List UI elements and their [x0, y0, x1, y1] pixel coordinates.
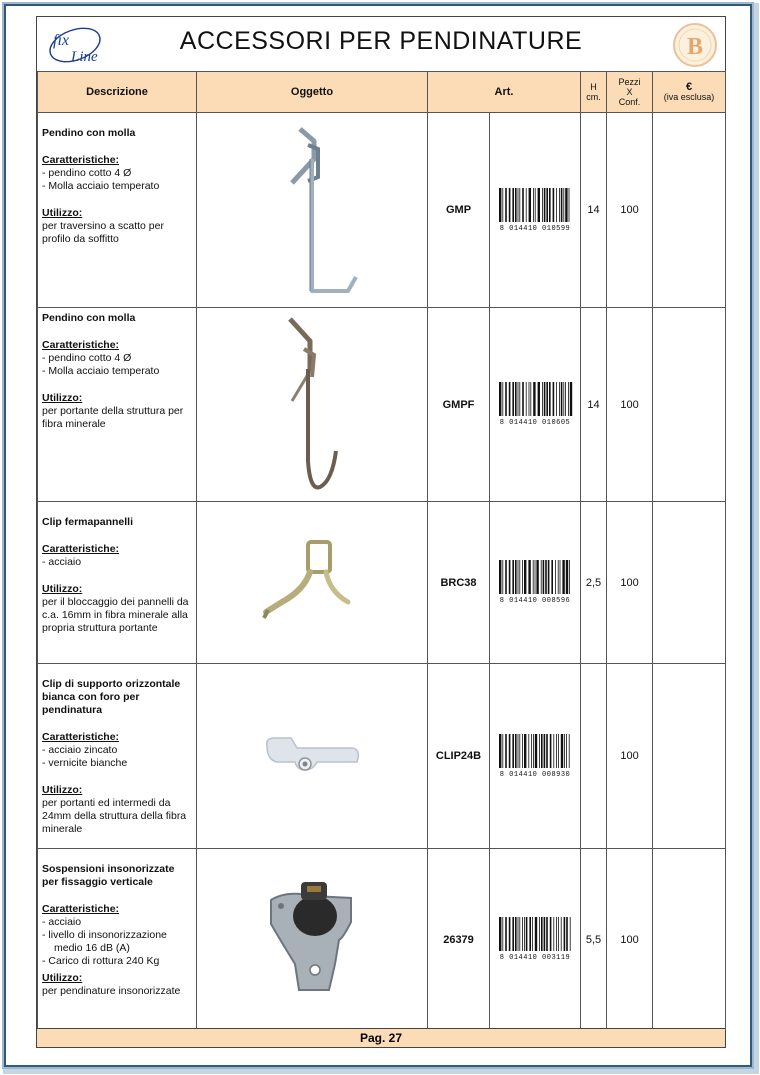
- barcode-bar: [561, 382, 563, 416]
- col-price-line1: €: [685, 81, 693, 93]
- product-image-cell: [197, 308, 428, 502]
- barcode-bar: [561, 734, 563, 768]
- barcode-bar: [518, 917, 519, 951]
- barcode-bar: [549, 382, 551, 416]
- feature-line: - acciaio zincato: [42, 744, 118, 756]
- col-pezzi-line3: Conf.: [618, 97, 641, 107]
- barcode-bar: [541, 917, 543, 951]
- price-value: [653, 664, 726, 849]
- barcode-bar: [565, 188, 567, 222]
- barcode-bar: [556, 917, 557, 951]
- barcode-bar: [528, 560, 530, 594]
- barcode-bar: [556, 734, 557, 768]
- barcode-bar: [558, 734, 559, 768]
- utilizzo-label: Utilizzo:: [42, 207, 83, 219]
- barcode-bar: [556, 188, 557, 222]
- barcode-bar: [564, 734, 565, 768]
- barcode-bar: [518, 560, 519, 594]
- barcode-bar: [502, 382, 503, 416]
- height-value: 5,5: [581, 849, 607, 1031]
- barcode-bar: [568, 382, 569, 416]
- article-code: GMPF: [428, 308, 490, 502]
- barcode-bar: [499, 188, 501, 222]
- price-value: [653, 308, 726, 502]
- table-row: [38, 308, 726, 502]
- barcode-bar: [551, 560, 553, 594]
- table-header-row: [38, 72, 726, 113]
- barcode-bar: [570, 382, 572, 416]
- barcode-bar: [522, 560, 523, 594]
- feature-line: - acciaio: [42, 916, 82, 928]
- barcode-bar: [502, 560, 503, 594]
- utilizzo-text: per il bloccaggio dei pannelli da c.a. 16mm in fibra minerale alla propria struttura portante: [42, 596, 189, 634]
- barcode-bar: [559, 382, 560, 416]
- barcode-bar: [522, 917, 523, 951]
- hook-spring-icon: [252, 311, 372, 495]
- caratteristiche-label: Caratteristiche:: [42, 903, 120, 915]
- barcode-cell: [490, 664, 581, 849]
- utilizzo-text: per pendinature insonorizzate: [42, 985, 181, 997]
- barcode-bar: [558, 560, 559, 594]
- barcode-number: 8 014410 010599: [499, 224, 571, 233]
- logo-text-bottom: Line: [71, 49, 98, 65]
- col-h-line2: cm.: [586, 92, 601, 102]
- pieces-value: 100: [607, 113, 653, 308]
- col-price: [653, 72, 726, 113]
- product-title: Pendino con molla: [42, 127, 136, 139]
- utilizzo-label: Utilizzo:: [42, 784, 83, 796]
- barcode-bar: [532, 917, 533, 951]
- barcode-bar: [502, 917, 503, 951]
- barcode-bar: [535, 560, 536, 594]
- product-title: Sospensioni insonorizzate per fissaggio verticale: [42, 863, 175, 888]
- barcode-bar: [556, 382, 557, 416]
- barcode-bar: [565, 382, 566, 416]
- utilizzo-label: Utilizzo:: [42, 583, 83, 595]
- pieces-value: 100: [607, 308, 653, 502]
- product-title: Pendino con molla: [42, 312, 136, 324]
- col-oggetto: Oggetto: [197, 72, 428, 113]
- barcode-bar: [505, 188, 507, 222]
- barcode-bar: [522, 188, 524, 222]
- utilizzo-label: Utilizzo:: [42, 972, 83, 984]
- barcode-bar: [553, 188, 555, 222]
- table-row: [38, 113, 726, 308]
- barcode-bar: [566, 560, 568, 594]
- pieces-value: 100: [607, 664, 653, 849]
- barcode-bar: [518, 188, 519, 222]
- barcode-bar: [533, 560, 534, 594]
- barcode-bar: [542, 382, 543, 416]
- barcode-bar: [515, 734, 517, 768]
- barcode-bar: [519, 734, 520, 768]
- page-title: ACCESSORI PER PENDINATURE: [179, 27, 583, 55]
- barcode-bar: [559, 188, 560, 222]
- barcode-bar: [524, 917, 525, 951]
- barcode-bar: [512, 917, 514, 951]
- barcode-bar: [518, 382, 519, 416]
- barcode-bar: [563, 382, 564, 416]
- pieces-value: 100: [607, 502, 653, 664]
- barcode-bar: [538, 188, 540, 222]
- white-clip-icon: [257, 730, 367, 780]
- barcode-number: 8 014410 003119: [499, 954, 571, 962]
- badge-letter: B: [686, 34, 704, 60]
- barcode-bar: [535, 917, 537, 951]
- barcode-bar: [499, 382, 501, 416]
- feature-line: - pendino cotto 4 Ø: [42, 352, 132, 364]
- barcode-cell: [490, 502, 581, 664]
- barcode-bar: [533, 734, 534, 768]
- hanger-spring-icon: [252, 119, 372, 299]
- barcode-bar: [539, 917, 540, 951]
- product-title: Clip di supporto orizzontale bianca con foro per pendinatura: [42, 678, 181, 716]
- barcode-bar: [555, 560, 556, 594]
- catalog-sheet: [36, 16, 726, 1048]
- caratteristiche-label: Caratteristiche:: [42, 339, 120, 351]
- logo-text-top: fix: [53, 32, 69, 49]
- barcode-bar: [526, 382, 527, 416]
- row-description: [38, 308, 197, 502]
- barcode-bar: [509, 188, 511, 222]
- barcode-bar: [538, 382, 540, 416]
- barcode-bar: [519, 188, 520, 222]
- article-code: GMP: [428, 113, 490, 308]
- barcode-bar: [569, 734, 570, 768]
- barcode-bar: [558, 917, 559, 951]
- barcode-icon: [497, 917, 573, 951]
- barcode-bar: [512, 560, 514, 594]
- product-image-cell: [197, 113, 428, 308]
- feature-line: - Molla acciaio temperato: [42, 365, 160, 377]
- product-image-cell: [197, 664, 428, 849]
- price-value: [653, 849, 726, 1031]
- col-pezzi-line1: Pezzi: [618, 77, 641, 87]
- barcode-bar: [502, 734, 503, 768]
- barcode-bar: [522, 734, 523, 768]
- barcode-bar: [526, 188, 527, 222]
- col-art: Art.: [428, 72, 581, 113]
- product-image-cell: [197, 502, 428, 664]
- barcode-bar: [524, 560, 526, 594]
- barcode-bar: [515, 917, 517, 951]
- barcode-bar: [546, 382, 548, 416]
- row-description: [38, 113, 197, 308]
- utilizzo-text: per traversino a scatto per profilo da soffitto: [42, 220, 164, 245]
- barcode-number: 8 014410 008930: [499, 770, 571, 779]
- barcode-bar: [566, 917, 568, 951]
- barcode-bar: [553, 382, 555, 416]
- pieces-value: 100: [607, 849, 653, 1031]
- barcode-bar: [561, 917, 562, 951]
- barcode-bar: [529, 917, 531, 951]
- barcode-bar: [533, 188, 534, 222]
- table-row: [38, 664, 726, 849]
- barcode-bar: [546, 917, 548, 951]
- barcode-bar: [505, 734, 507, 768]
- barcode-bar: [528, 734, 529, 768]
- barcode-bar: [512, 382, 514, 416]
- page-header: [37, 17, 725, 72]
- barcode-bar: [515, 560, 517, 594]
- row-description: [38, 664, 197, 849]
- barcode-bar: [546, 734, 548, 768]
- barcode-bar: [569, 188, 570, 222]
- acoustic-hanger-icon: [257, 878, 367, 998]
- barcode-icon: [497, 382, 573, 416]
- barcode-bar: [542, 188, 543, 222]
- barcode-bar: [544, 734, 546, 768]
- barcode-bar: [550, 734, 552, 768]
- col-h-line1: H: [590, 82, 597, 92]
- barcode-bar: [563, 188, 564, 222]
- barcode-bar: [553, 917, 554, 951]
- barcode-bar: [546, 188, 548, 222]
- barcode-bar: [522, 382, 524, 416]
- brand-badge-icon: [671, 21, 719, 69]
- barcode-number: 8 014410 010605: [499, 419, 571, 427]
- barcode-bar: [544, 917, 546, 951]
- barcode-number: 8 014410 008596: [499, 597, 571, 605]
- barcode-icon: [497, 188, 573, 222]
- feature-line: medio 16 dB (A): [54, 942, 130, 954]
- barcode-bar: [509, 734, 511, 768]
- barcode-bar: [562, 560, 564, 594]
- utilizzo-text: per portante della struttura per fibra minerale: [42, 405, 184, 430]
- row-description: [38, 849, 197, 1031]
- page-footer: Pag. 27: [37, 1028, 725, 1047]
- barcode-bar: [505, 917, 507, 951]
- height-value: 14: [581, 113, 607, 308]
- height-value: [581, 664, 607, 849]
- barcode-bar: [526, 917, 528, 951]
- barcode-icon: [497, 734, 573, 768]
- barcode-bar: [515, 188, 517, 222]
- caratteristiche-label: Caratteristiche:: [42, 543, 120, 555]
- barcode-bar: [541, 560, 542, 594]
- utilizzo-text: per portanti ed intermedi da 24mm della struttura della fibra minerale: [42, 797, 187, 835]
- col-pezzi-line2: X: [626, 87, 633, 97]
- barcode-bar: [545, 560, 547, 594]
- price-value: [653, 502, 726, 664]
- barcode-bar: [544, 382, 546, 416]
- barcode-bar: [512, 734, 514, 768]
- feature-line: - livello di insonorizzazione: [42, 929, 167, 941]
- col-descrizione: Descrizione: [38, 72, 197, 113]
- barcode-icon: [497, 560, 573, 594]
- col-pezzi: [607, 72, 653, 113]
- barcode-bar: [505, 382, 507, 416]
- barcode-bar: [502, 188, 503, 222]
- barcode-bar: [539, 734, 540, 768]
- barcode-bar: [524, 734, 526, 768]
- barcode-bar: [535, 188, 536, 222]
- barcode-bar: [529, 382, 530, 416]
- table-row: [38, 502, 726, 664]
- barcode-bar: [536, 560, 538, 594]
- feature-line: - Carico di rottura 240 Kg: [42, 955, 160, 967]
- barcode-cell: [490, 849, 581, 1031]
- barcode-bar: [548, 560, 550, 594]
- utilizzo-label: Utilizzo:: [42, 392, 83, 404]
- col-h: [581, 72, 607, 113]
- barcode-bar: [570, 917, 571, 951]
- barcode-bar: [499, 734, 501, 768]
- barcode-bar: [499, 917, 501, 951]
- barcode-bar: [509, 917, 511, 951]
- row-description: [38, 502, 197, 664]
- barcode-bar: [505, 560, 507, 594]
- product-table: [37, 71, 726, 1031]
- barcode-bar: [533, 382, 535, 416]
- caratteristiche-label: Caratteristiche:: [42, 154, 120, 166]
- barcode-bar: [569, 560, 570, 594]
- col-price-line2: (iva esclusa): [663, 92, 715, 102]
- barcode-bar: [553, 734, 554, 768]
- barcode-bar: [530, 382, 531, 416]
- article-code: BRC38: [428, 502, 490, 664]
- barcode-bar: [543, 560, 545, 594]
- height-value: 2,5: [581, 502, 607, 664]
- barcode-bar: [560, 560, 561, 594]
- barcode-bar: [509, 382, 511, 416]
- feature-line: - acciaio: [42, 556, 82, 568]
- barcode-bar: [566, 734, 567, 768]
- barcode-bar: [549, 188, 551, 222]
- table-row: [38, 849, 726, 1031]
- barcode-bar: [531, 734, 532, 768]
- price-value: [653, 113, 726, 308]
- barcode-bar: [544, 188, 546, 222]
- barcode-bar: [512, 188, 514, 222]
- barcode-bar: [499, 560, 501, 594]
- barcode-bar: [518, 734, 519, 768]
- product-image-cell: [197, 849, 428, 1031]
- article-code: CLIP24B: [428, 664, 490, 849]
- barcode-bar: [561, 188, 563, 222]
- barcode-bar: [541, 734, 543, 768]
- barcode-bar: [550, 917, 552, 951]
- barcode-cell: [490, 113, 581, 308]
- barcode-bar: [519, 382, 520, 416]
- panel-clip-icon: [252, 536, 372, 626]
- barcode-bar: [519, 560, 520, 594]
- article-code: 26379: [428, 849, 490, 1031]
- barcode-bar: [509, 560, 511, 594]
- barcode-cell: [490, 308, 581, 502]
- feature-line: - vernicite bianche: [42, 757, 128, 769]
- feature-line: - pendino cotto 4 Ø: [42, 167, 132, 179]
- product-title: Clip fermapannelli: [42, 516, 134, 528]
- barcode-bar: [535, 734, 537, 768]
- feature-line: - Molla acciaio temperato: [42, 180, 160, 192]
- height-value: 14: [581, 308, 607, 502]
- barcode-bar: [529, 188, 531, 222]
- barcode-bar: [515, 382, 517, 416]
- barcode-bar: [564, 917, 566, 951]
- barcode-bar: [519, 917, 520, 951]
- caratteristiche-label: Caratteristiche:: [42, 731, 120, 743]
